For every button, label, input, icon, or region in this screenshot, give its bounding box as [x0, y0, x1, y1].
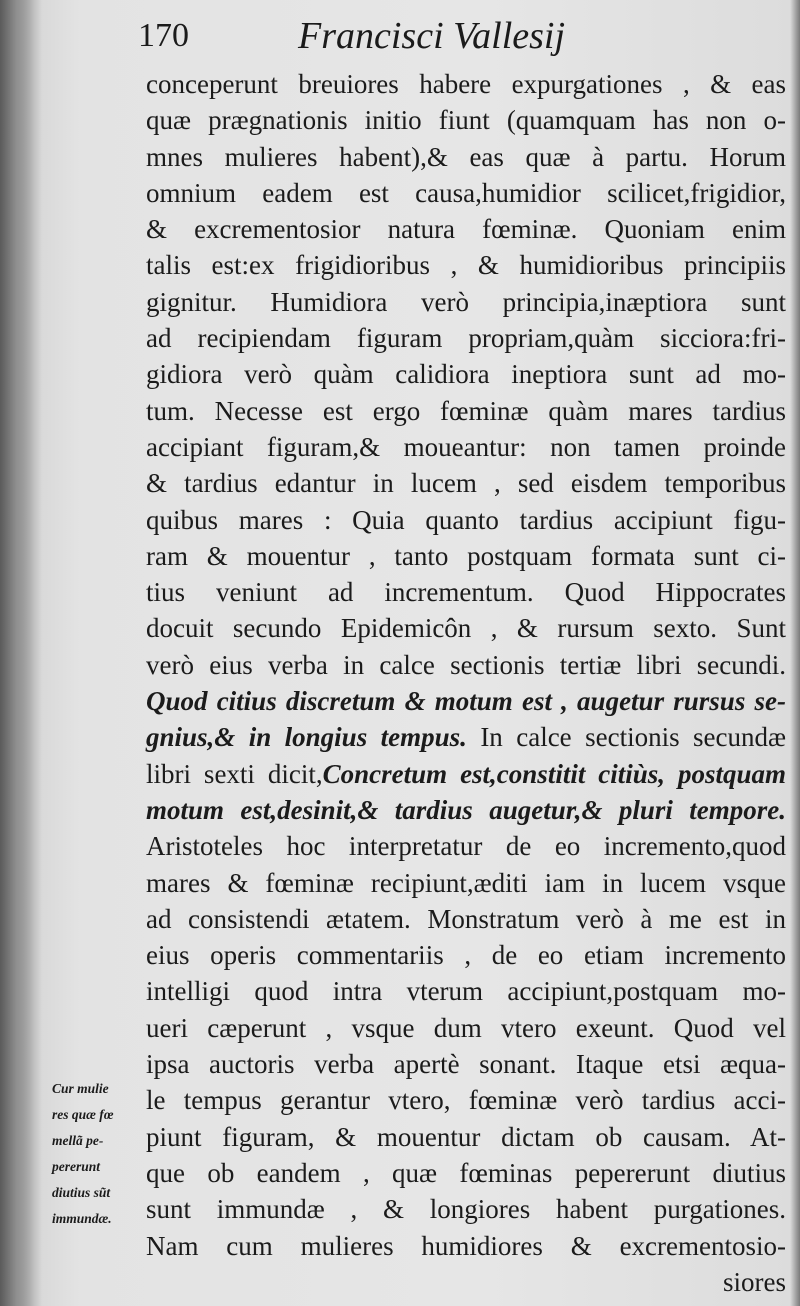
- text-line: docuit secundo Epidemicôn , & rursum sexto. Sunt: [146, 613, 786, 644]
- text-line: gidiora verò quàm calidiora ineptiora sunt ad mo-: [146, 359, 786, 390]
- text-fragment: In calce sectionis secundæ: [466, 722, 786, 753]
- page-edge-shadow: [790, 0, 800, 1306]
- text-line: ad consistendi ætatem. Monstratum verò à me est in: [146, 903, 786, 934]
- margin-note: [52, 1076, 152, 1232]
- text-line: ad recipiendam figuram propriam,quàm sicciora:fri-: [146, 323, 786, 354]
- margin-note-line: immundæ.: [52, 1211, 112, 1226]
- mixed-line: [146, 719, 786, 755]
- text-line: mnes mulieres habent),& eas quæ à partu. Horum: [146, 141, 786, 172]
- text-line: tius veniunt ad incrementum. Quod Hippocrates: [146, 577, 786, 608]
- margin-note-line: pererunt: [52, 1159, 101, 1174]
- text-line: talis est:ex frigidioribus , & humidioribus principiis: [146, 250, 786, 281]
- text-line: quæ prægnationis initio fiunt (quamquam has non o-: [146, 105, 786, 136]
- quotation-fragment: Concretum est,constitit citiùs, postquam: [322, 758, 786, 789]
- mixed-line: [146, 756, 786, 792]
- book-spine-shadow: [0, 0, 42, 1306]
- text-line: Aristoteles hoc interpretatur de eo incremento,quod: [146, 831, 786, 862]
- quotation-line: motum est,desinit,& tardius augetur,& pluri tempore.: [146, 794, 786, 825]
- quotation-line: Quod citius discretum & motum est , augetur rursus se-: [146, 686, 786, 717]
- text-line: intelligi quod intra vterum accipiunt,postquam mo-: [146, 976, 786, 1007]
- page-number: 170: [138, 17, 189, 54]
- text-line: tum. Necesse est ergo fœminæ quàm mares tardius: [146, 395, 786, 426]
- text-line: ipsa auctoris verba apertè sonant. Itaque etsi æqua-: [146, 1049, 786, 1080]
- text-line: mares & fœminæ recipiunt,æditi iam in lucem vsque: [146, 867, 786, 898]
- text-line: que ob eandem , quæ fœminas pepererunt diutius: [146, 1157, 786, 1188]
- text-line: le tempus gerantur vtero, fœminæ verò tardius acci-: [146, 1085, 786, 1116]
- text-line: sunt immundæ , & longiores habent purgationes.: [146, 1194, 786, 1225]
- text-line: Nam cum mulieres humidiores & excrementosio-: [146, 1230, 786, 1261]
- text-line: omnium eadem est causa,humidior scilicet,frigidior,: [146, 177, 786, 208]
- body-text: [146, 66, 786, 1300]
- text-fragment: libri sexti dicit,: [146, 758, 323, 789]
- margin-note-line: res quæ fœ: [52, 1107, 114, 1122]
- text-line: ram & mouentur , tanto postquam formata sunt ci-: [146, 540, 786, 571]
- running-head: Francisci Vallesij: [298, 15, 566, 57]
- catchword: siores: [723, 1266, 786, 1297]
- margin-note-line: Cur mulie: [52, 1081, 109, 1096]
- text-line: verò eius verba in calce sectionis tertiæ libri secundi.: [146, 649, 786, 680]
- text-line: ueri cæperunt , vsque dum vtero exeunt. Quod vel: [146, 1012, 786, 1043]
- text-line: & tardius edantur in lucem , sed eisdem temporibus: [146, 468, 786, 499]
- text-line: gignitur. Humidiora verò principia,inæptiora sunt: [146, 286, 786, 317]
- text-line: conceperunt breuiores habere expurgationes , & eas: [146, 69, 786, 99]
- text-line: quibus mares : Quia quanto tardius accipiunt figu-: [146, 504, 786, 535]
- page-header: [138, 14, 698, 66]
- text-line: piunt figuram, & mouentur dictam ob causam. At-: [146, 1121, 786, 1152]
- margin-note-line: diutius sũt: [52, 1185, 111, 1200]
- text-line: accipiant figuram,& moueantur: non tamen proinde: [146, 431, 786, 462]
- quotation-fragment: gnius,& in longius tempus.: [146, 722, 467, 753]
- margin-note-line: mellã pe-: [52, 1133, 104, 1148]
- text-line: eius operis commentariis , de eo etiam incremento: [146, 940, 786, 971]
- text-line: & excrementosior natura fœminæ. Quoniam enim: [146, 214, 786, 245]
